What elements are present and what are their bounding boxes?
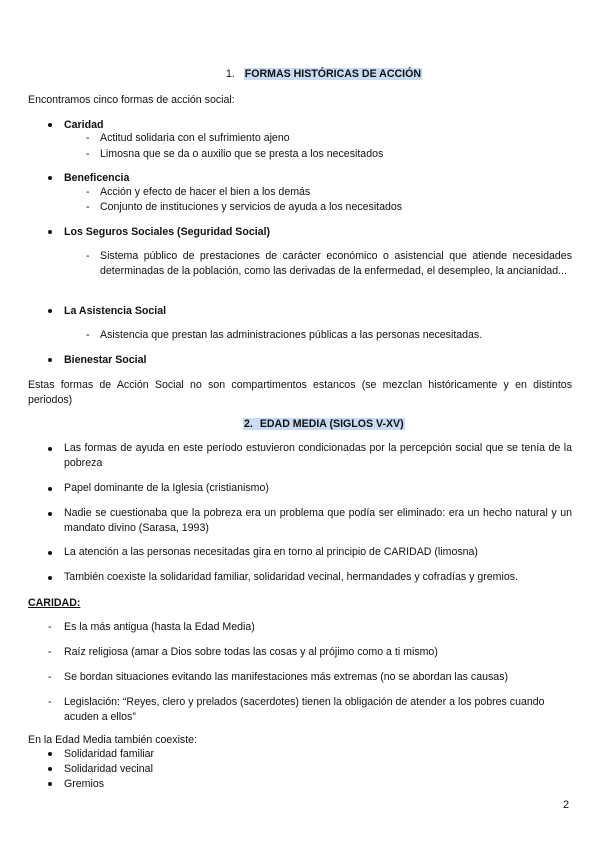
bullet-icon [48, 551, 52, 555]
bullet-icon [48, 487, 52, 491]
dash-icon: - [48, 646, 52, 658]
dash-icon: - [86, 250, 90, 262]
bullet-icon [48, 767, 52, 771]
form-title: La Asistencia Social [64, 305, 167, 317]
form-sub: Conjunto de instituciones y servicios de ayuda a los necesitados [100, 201, 403, 213]
bullet-icon [48, 447, 52, 451]
section-heading-1 [226, 67, 422, 81]
list-item: Solidaridad familiar [64, 748, 155, 760]
coexiste-intro: En la Edad Media también coexiste: [28, 734, 198, 746]
dash-icon: - [48, 696, 52, 708]
form-sub: Acción y efecto de hacer el bien a los demás [100, 186, 311, 198]
dash-icon: - [86, 201, 90, 213]
bullet-icon [48, 512, 52, 516]
heading-title: EDAD MEDIA (SIGLOS V-XV) [254, 418, 405, 430]
heading-title: FORMAS HISTÓRICAS DE ACCIÓN [244, 68, 421, 80]
dash-icon: - [48, 621, 52, 633]
caridad-heading [28, 596, 80, 610]
list-item: Es la más antigua (hasta la Edad Media) [64, 621, 255, 633]
form-sub: Sistema público de prestaciones de carácter económico o asistencial que atiende necesidades determinadas de la población, como las derivadas de la enfermedad, el desempleo, la ancianidad... [100, 250, 572, 277]
list-item: Se bordan situaciones evitando las manifestaciones más extremas (no se abordan las causas) [64, 671, 509, 683]
bullet-icon [48, 782, 52, 786]
list-item: Las formas de ayuda en este período estuvieron condicionadas por la percepción social que se tenía de la pobreza [64, 442, 572, 469]
dash-icon: - [86, 148, 90, 160]
form-sub: Asistencia que prestan las administraciones públicas a las personas necesitadas. [100, 329, 483, 341]
list-item: Solidaridad vecinal [64, 763, 153, 775]
list-item: Nadie se cuestionaba que la pobreza era un problema que podía ser eliminado: era un hecho natural y un mandato divino (Sarasa, 1993) [64, 507, 572, 534]
dash-icon: - [86, 186, 90, 198]
intro-text: Encontramos cinco formas de acción social: [28, 94, 235, 106]
list-item: Papel dominante de la Iglesia (cristianismo) [64, 482, 269, 494]
caridad-heading-text: CARIDAD [28, 597, 77, 609]
list-item: También coexiste la solidaridad familiar, solidaridad vecinal, hermandades y cofradías y gremios. [64, 571, 518, 583]
bullet-icon [48, 309, 52, 313]
heading-number: 2. [244, 418, 253, 430]
list-item: Gremios [64, 778, 105, 790]
form-title: Bienestar Social [64, 354, 147, 366]
bullet-icon [48, 123, 52, 127]
dash-icon: - [86, 329, 90, 341]
caridad-heading-colon: : [76, 597, 81, 609]
heading-number: 1. [226, 68, 235, 80]
page-number: 2 [563, 799, 570, 811]
form-title: Beneficencia [64, 172, 130, 184]
list-item: La atención a las personas necesitadas gira en torno al principio de CARIDAD (limosna) [64, 546, 478, 558]
bullet-icon [48, 576, 52, 580]
section-heading-2 [243, 417, 405, 431]
bullet-icon [48, 230, 52, 234]
form-title: Caridad [64, 119, 104, 131]
form-sub: Actitud solidaria con el sufrimiento ajeno [100, 132, 290, 144]
bullet-icon [48, 358, 52, 362]
list-item: Legislación: “Reyes, clero y prelados (sacerdotes) tienen la obligación de atender a los pobres cuando acuden a ellos” [64, 696, 545, 723]
bullet-icon [48, 752, 52, 756]
list-item: Raíz religiosa (amar a Dios sobre todas las cosas y al prójimo como a ti mismo) [64, 646, 438, 658]
form-title: Los Seguros Sociales (Seguridad Social) [64, 226, 271, 238]
bullet-icon [48, 176, 52, 180]
closing-text: Estas formas de Acción Social no son compartimentos estancos (se mezclan históricamente y en distintos periodos) [28, 379, 572, 406]
dash-icon: - [86, 132, 90, 144]
dash-icon: - [48, 671, 52, 683]
form-sub: Limosna que se da o auxilio que se presta a los necesitados [100, 148, 384, 160]
